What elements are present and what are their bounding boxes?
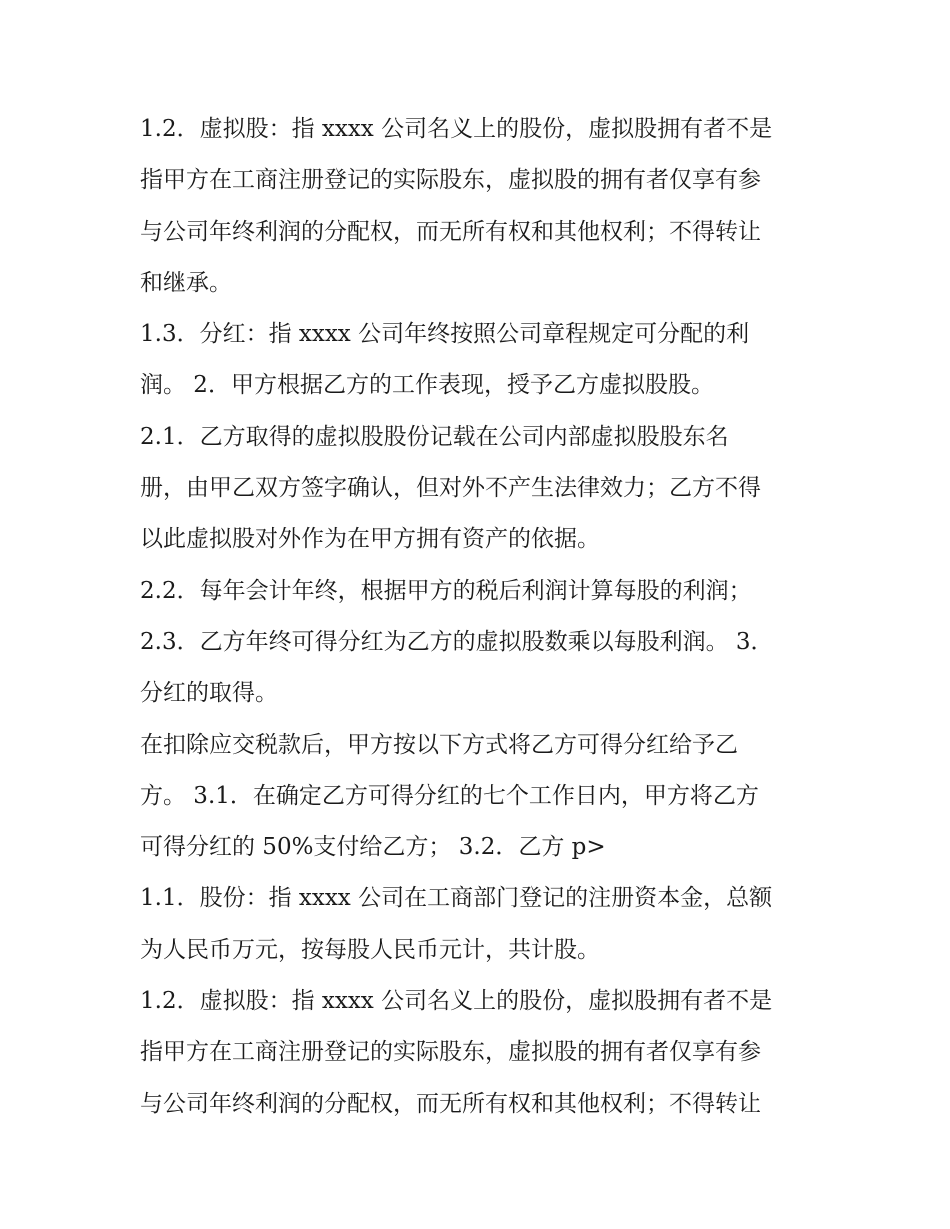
text-line: 与公司年终利润的分配权，而无所有权和其他权利；不得转让 (140, 1090, 761, 1117)
text-line: 1.2．虚拟股：指 xxxx 公司名义上的股份，虚拟股拥有者不是 (140, 988, 773, 1015)
text-line: 分红的取得。 (140, 680, 278, 707)
text-line: 和继承。 (140, 269, 232, 296)
text-line: 1.2．虚拟股：指 xxxx 公司名义上的股份，虚拟股拥有者不是 (140, 116, 773, 142)
text-line: 与公司年终利润的分配权，而无所有权和其他权利；不得转让 (140, 218, 761, 245)
text-line: 2.3．乙方年终可得分红为乙方的虚拟股数乘以每股利润。 3． (140, 628, 774, 655)
text-line: 指甲方在工商注册登记的实际股东，虚拟股的拥有者仅享有参 (140, 1039, 761, 1066)
document-body (140, 104, 820, 1130)
text-line: 1.3．分红：指 xxxx 公司年终按照公司章程规定可分配的利 (140, 321, 750, 348)
text-line: 润。 2．甲方根据乙方的工作表现，授予乙方虚拟股股。 (140, 372, 714, 399)
text-line: 方。 3.1．在确定乙方可得分红的七个工作日内，甲方将乙方 (140, 782, 759, 809)
text-line: 指甲方在工商注册登记的实际股东，虚拟股的拥有者仅享有参 (140, 167, 761, 194)
text-line: 2.2．每年会计年终，根据甲方的税后利润计算每股的利润； (140, 577, 752, 604)
text-line: 2.1．乙方取得的虚拟股股份记载在公司内部虚拟股股东名 (140, 423, 729, 450)
text-line: 可得分红的 50%支付给乙方； 3.2．乙方 p> (140, 834, 606, 861)
text-line: 1.1．股份：指 xxxx 公司在工商部门登记的注册资本金，总额 (140, 885, 773, 912)
text-line: 以此虚拟股对外作为在甲方拥有资产的依据。 (140, 526, 600, 553)
text-line: 册，由甲乙双方签字确认，但对外不产生法律效力；乙方不得 (140, 475, 761, 502)
text-line: 为人民币万元，按每股人民币元计，共计股。 (140, 936, 600, 963)
text-line: 在扣除应交税款后，甲方按以下方式将乙方可得分红给予乙 (140, 731, 738, 758)
